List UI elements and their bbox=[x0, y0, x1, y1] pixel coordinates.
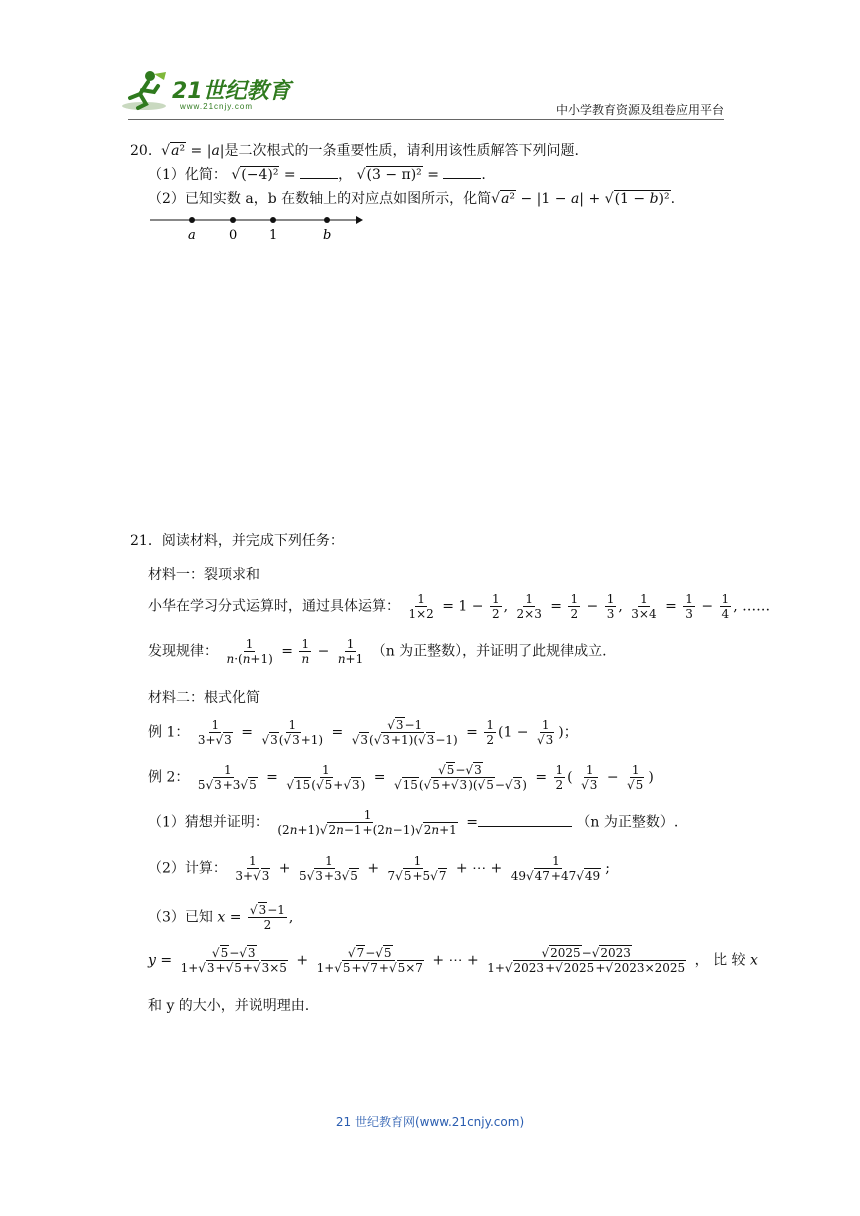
rule-prefix: 发现规律： bbox=[148, 643, 218, 660]
q20-number: 20. bbox=[130, 143, 153, 159]
task1-label: （1）猜想并证明： bbox=[148, 814, 269, 831]
point-0 bbox=[230, 217, 236, 223]
q20-part1: （1）化简： √(−4)² = ， √(3 − π)² = . bbox=[148, 167, 486, 183]
task3-y: y = $\frac{√5-√3}{1+√3+√5+√3\times 5}$ + $\frac{√7-√5}{1+√5+√7+√5\times 7}$ + ⋯ + $\frac{√2025-√2023}{1+√2023+√2025+√2023\times 2025}$ ， 比 较 x bbox=[148, 946, 758, 975]
arrow-icon bbox=[356, 216, 363, 224]
task3-tail: ， 比 较 bbox=[694, 952, 746, 969]
answer-blank-1[interactable] bbox=[300, 166, 338, 179]
task1-suffix: （n 为正整数）. bbox=[576, 814, 679, 831]
example1-label: 例 1： bbox=[148, 724, 190, 741]
header-divider bbox=[128, 119, 724, 120]
task1: （1）猜想并证明： $\frac{1}{(2n+1)√2n-1+(2n-1)√2n+1}$ = （n 为正整数）. bbox=[148, 808, 679, 837]
rule-suffix: （n 为正整数），并证明了此规律成立. bbox=[371, 643, 607, 660]
task2: （2）计算： $\frac{1}{3+√3}$ + $\frac{1}{5√3+3√5}$ + $\frac{1}{7√5+5√7}$ + ⋯ + $\frac{1}{49√47+47√49}$ ; bbox=[148, 854, 610, 883]
q20-part2: （2）已知实数 a，b 在数轴上的对应点如图所示，化简√a² − |1 − a| + √(1 − b)². bbox=[148, 191, 676, 207]
material1-text: 小华在学习分式运算时，通过具体运算： bbox=[148, 598, 400, 615]
material1-rule: 发现规律： $\frac{1}{n\cdot(n+1)}$ = $\frac{1}{n}$ − $\frac{1}{n+1}$ （n 为正整数），并证明了此规律成立. bbox=[148, 637, 607, 666]
footer-link[interactable]: 21 世纪教育网(www.21cnjy.com) bbox=[335, 1115, 525, 1129]
example2-label: 例 2： bbox=[148, 769, 190, 786]
q20-part2-label: （2）已知实数 bbox=[148, 191, 241, 207]
header-tagline: 中小学教育资源及组卷应用平台 bbox=[555, 103, 724, 117]
number-line bbox=[148, 212, 363, 242]
q21-number: 21． bbox=[130, 533, 162, 549]
point-1 bbox=[270, 217, 276, 223]
example1: 例 1： $\frac{1}{3+√3}$ = $\frac{1}{√3(√3+1)}$ = $\frac{√3-1}{√3(√3+1)(√3-1)}$ = $\frac{1}{2}$ (1 − $\frac{1}{√3}$ )； bbox=[148, 718, 578, 747]
answer-blank-2[interactable] bbox=[443, 166, 481, 179]
task3-end: 和 y 的大小，并说明理由. bbox=[148, 998, 310, 1014]
label-0: 0 bbox=[229, 228, 238, 242]
runner-logo-icon bbox=[120, 68, 170, 114]
q20-part1-label: （1）化简： bbox=[148, 167, 227, 183]
answer-blank-3[interactable] bbox=[478, 814, 572, 827]
logo-text: 21世纪教育 bbox=[172, 79, 291, 104]
example2: 例 2： $\frac{1}{5√3+3√5}$ = $\frac{1}{√15(√5+√3)}$ = $\frac{√5-√3}{√15(√5+√3)(√5-√3)}$ = $\frac{1}{2}$ ( $\frac{1}{√3}$ − $\frac{1}{√5}$ ) bbox=[148, 763, 654, 792]
task2-label: （2）计算： bbox=[148, 860, 227, 877]
material2-title: 材料二：根式化简 bbox=[148, 690, 260, 706]
logo-url: www.21cnjy.com bbox=[180, 102, 253, 111]
material1-line: 小华在学习分式运算时，通过具体运算： $\frac{1}{1\times 2}$ = 1 − $\frac{1}{2}$ , $\frac{1}{2\times 3}$ = $\frac{1}{2}$ − $\frac{1}{3}$ , $\frac{1}{3\times 4}$ = $\frac{1}{3}$ − $\frac{1}{4}$ , …… bbox=[148, 592, 771, 621]
task3-label: （3）已知 bbox=[148, 909, 213, 926]
label-a: a bbox=[188, 228, 196, 242]
material1-title: 材料一：裂项求和 bbox=[148, 567, 260, 583]
q21-intro-line bbox=[130, 530, 344, 550]
q20-part2-text: a，b 在数轴上的对应点如图所示，化简 bbox=[245, 191, 492, 207]
q20-formula: √a² = |a| bbox=[156, 143, 225, 159]
point-b bbox=[324, 217, 330, 223]
label-1: 1 bbox=[269, 228, 278, 242]
q20-intro-line bbox=[130, 140, 579, 160]
q21-intro: 阅读材料，并完成下列任务： bbox=[161, 533, 344, 549]
site-logo bbox=[120, 68, 290, 114]
label-b: b bbox=[323, 228, 332, 242]
q20-intro: 是二次根式的一条重要性质，请利用该性质解答下列问题. bbox=[224, 143, 579, 159]
point-a bbox=[189, 217, 195, 223]
task3: （3）已知 x = $\frac{√3-1}{2}$ , bbox=[148, 903, 294, 932]
